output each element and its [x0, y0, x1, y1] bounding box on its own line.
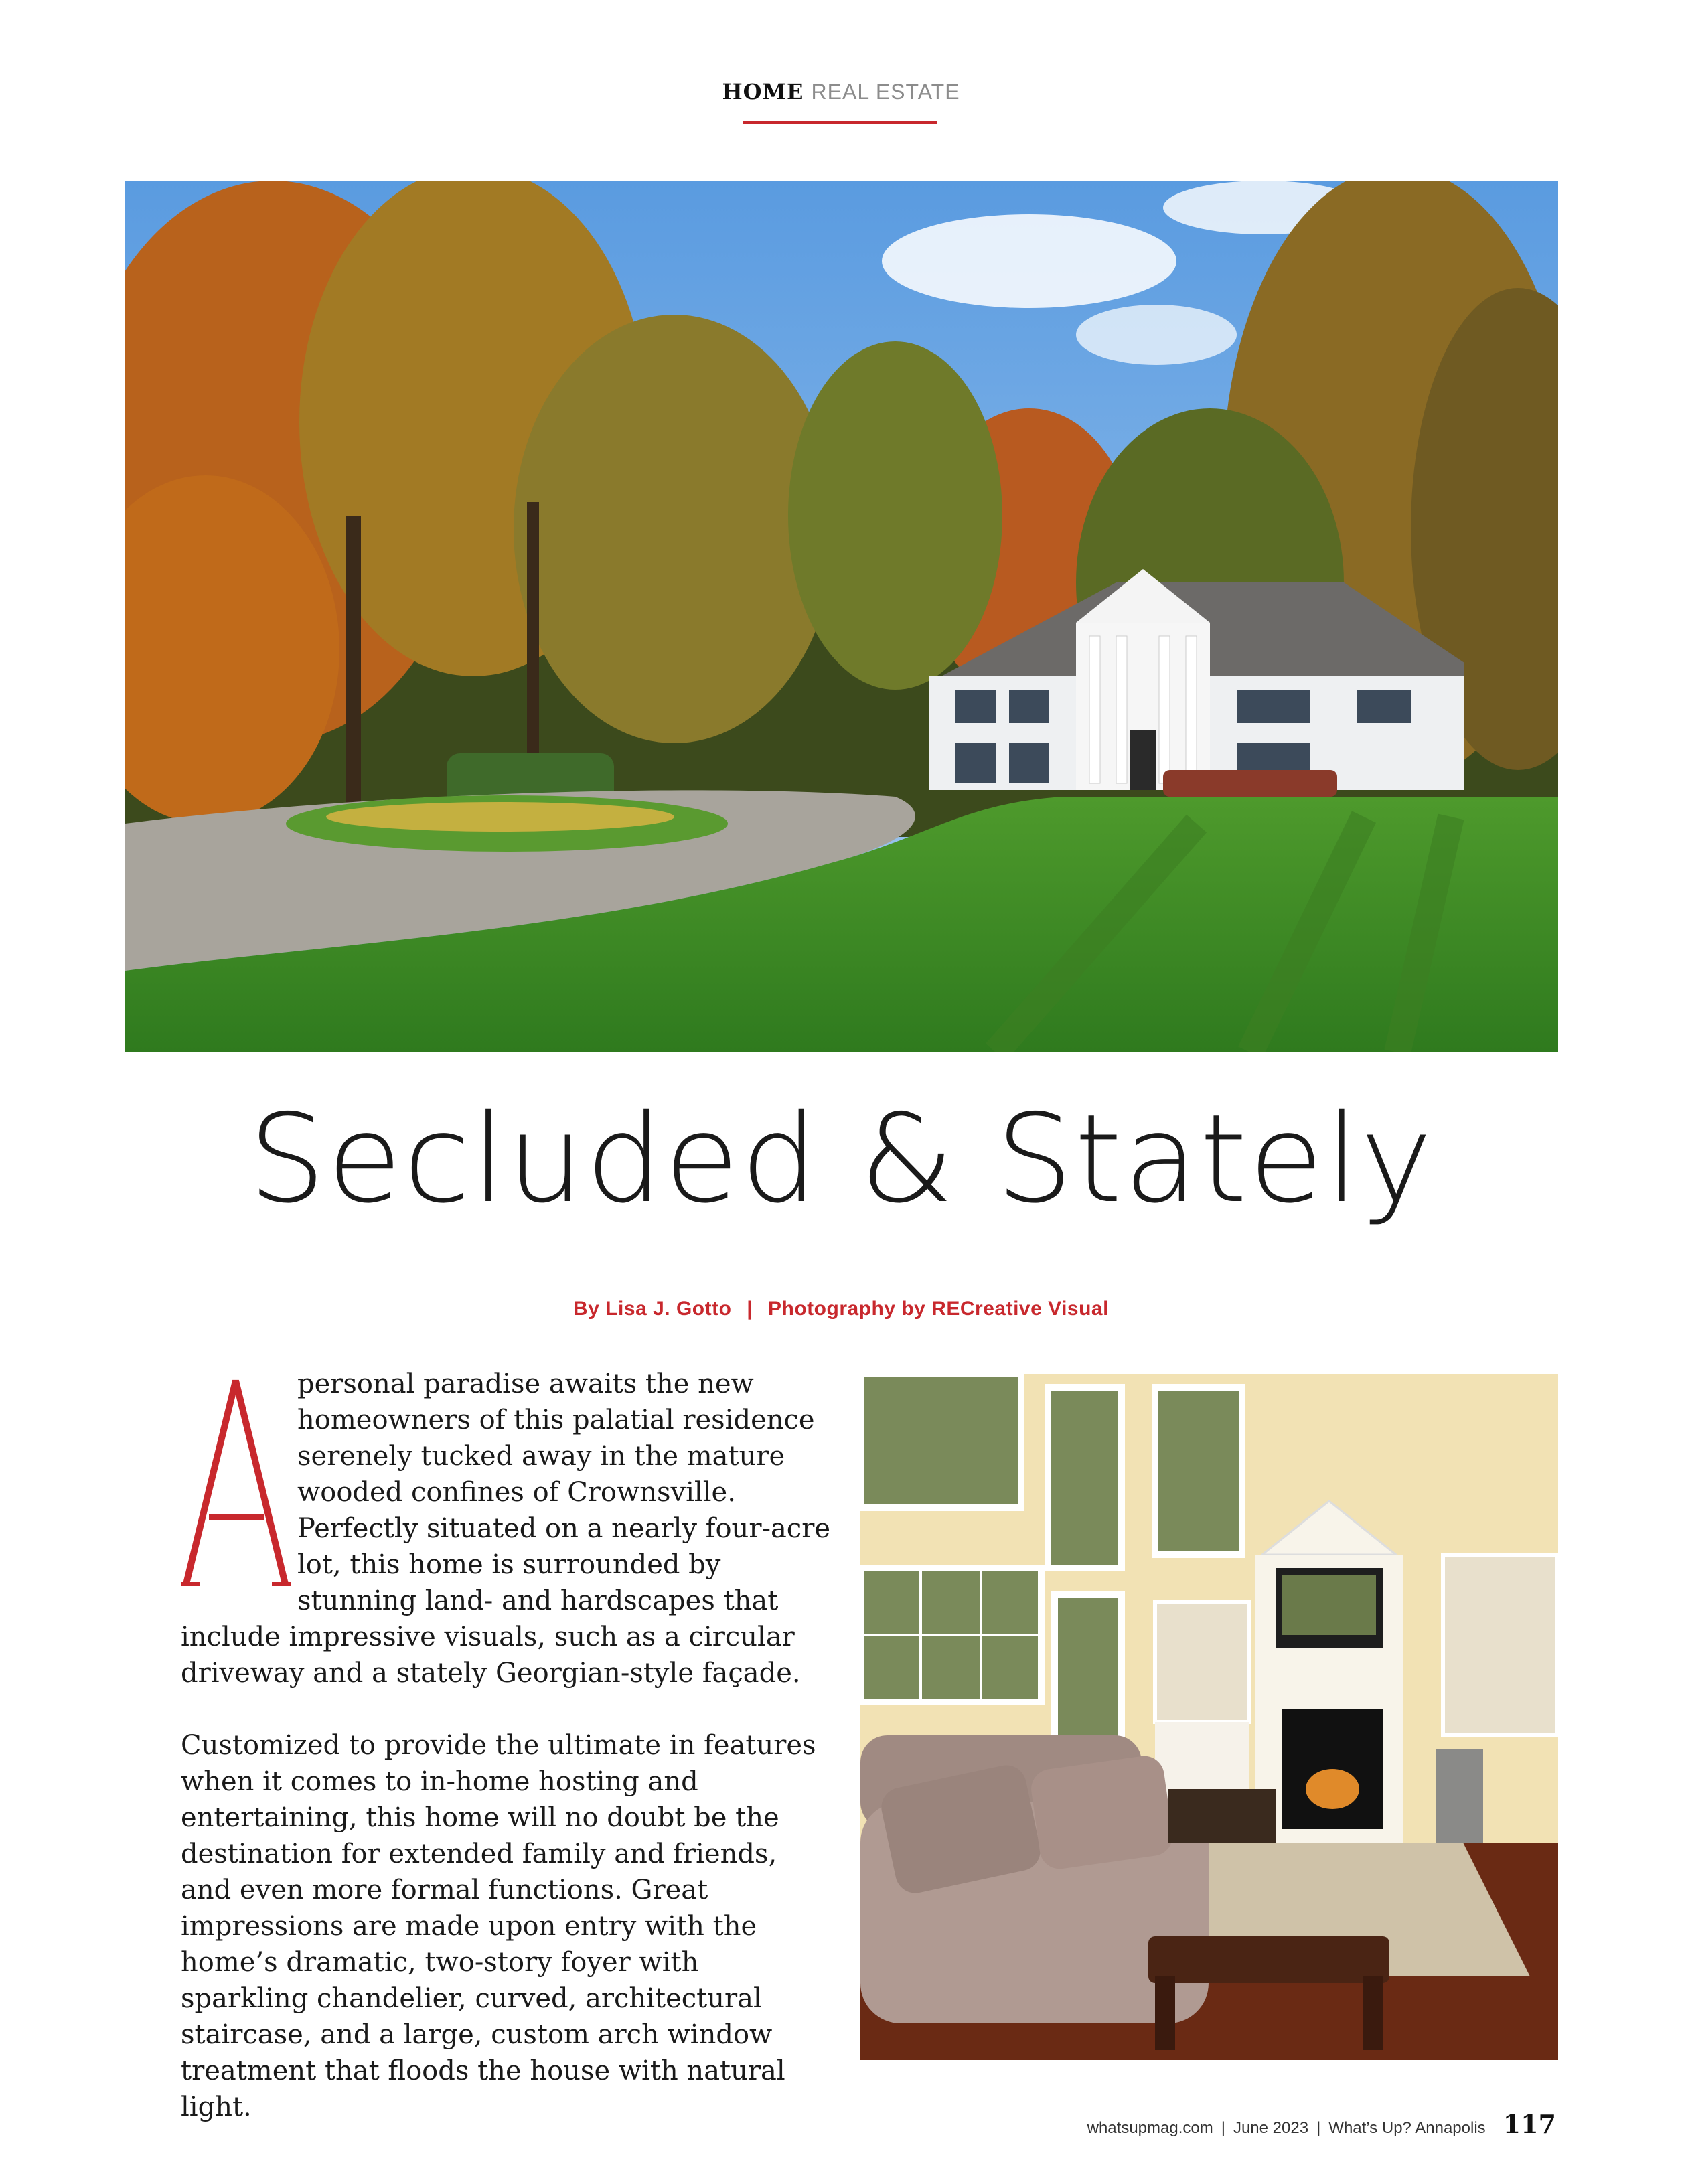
- byline-separator: |: [747, 1298, 753, 1320]
- footer-issue: June 2023: [1233, 2119, 1309, 2137]
- interior-photo: [860, 1374, 1558, 2060]
- hero-photo: [125, 181, 1558, 1052]
- paragraph-1-text: personal paradise awaits the new homeowners of this palatial residence serenely tucked away in the mature wooded confines of Crownsville. Perfectly situated on a nearly four-acre lot, this home is surrounded by stunning land- and hardscapes that include impressive visuals, such as a circular driveway and a stately Georgian-style façade.: [181, 1369, 830, 1689]
- footer-separator-1: |: [1221, 2119, 1225, 2137]
- section-header: [0, 79, 1682, 104]
- footer-publication: What’s Up? Annapolis: [1328, 2119, 1486, 2137]
- article-body: [181, 1366, 830, 2125]
- header-rule: [743, 121, 937, 124]
- footer-site: whatsupmag.com: [1087, 2119, 1213, 2137]
- article-title: Secluded & Stately: [248, 1088, 1434, 1230]
- byline-photography: Photography by RECreative Visual: [768, 1298, 1109, 1320]
- paragraph-2: Customized to provide the ultimate in features when it comes to in-home hosting and entertaining, this home will no doubt be the destination for extended family and friends, and even more formal functions. Great impressions are made upon entry with the home’s dramatic, two-story foyer with sparkling chandelier, curved, architectural staircase, and a large, custom arch window treatment that floods the house with natural light.: [181, 1730, 816, 2122]
- byline: [0, 1298, 1682, 1320]
- footer-separator-2: |: [1316, 2119, 1321, 2137]
- living-room-photo-icon: [860, 1374, 1558, 2060]
- paragraph-1: [181, 1366, 830, 1691]
- dropcap-a-icon: [181, 1375, 291, 1588]
- subsection-label: REAL ESTATE: [811, 80, 960, 104]
- byline-author: By Lisa J. Gotto: [573, 1298, 732, 1320]
- house-exterior-photo-icon: [125, 181, 1558, 1052]
- page-number: 117: [1503, 2109, 1556, 2139]
- section-label: HOME: [722, 79, 804, 104]
- page-footer: [1087, 2109, 1556, 2139]
